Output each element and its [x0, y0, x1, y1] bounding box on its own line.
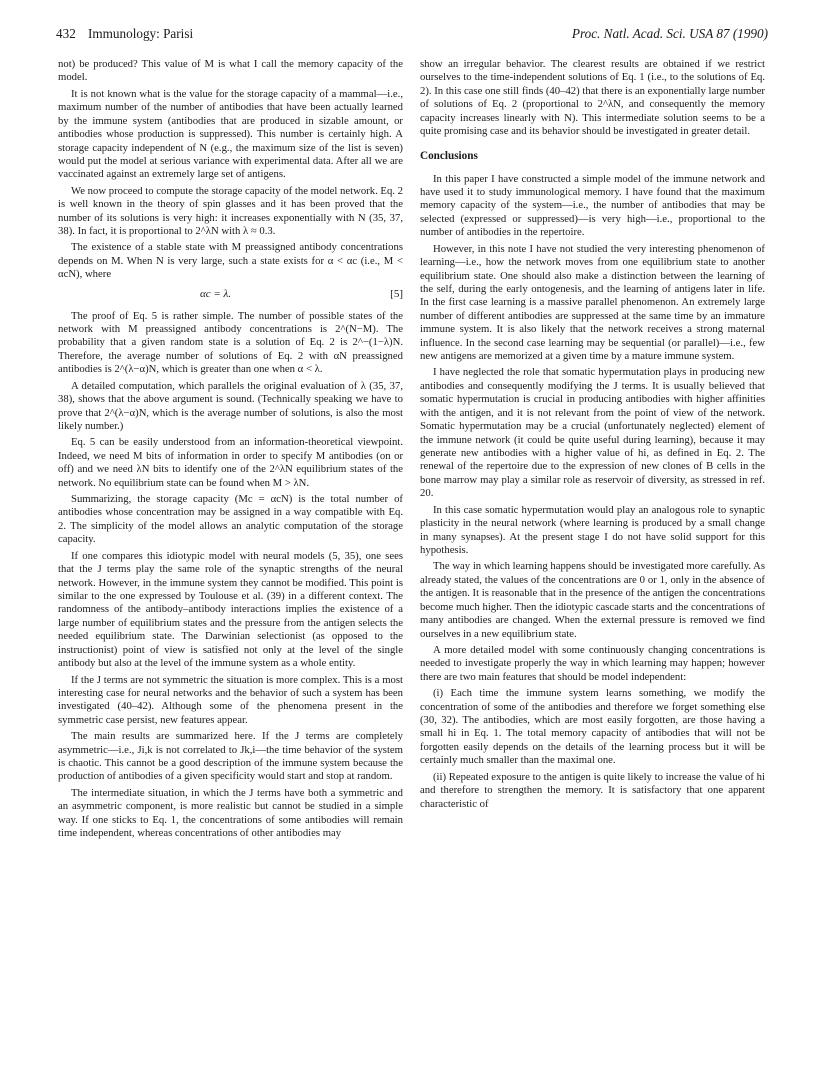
- paragraph: It is not known what is the value for the storage capacity of a mammal—i.e., maximum number of the number of antibodies that have been actually learned by the immune system (antibodies that are produced in sizable amount, or antibodies whose production is suppressed). This number is certainly high. A storage capacity independent of N (e.g., the maximum size of the list is seven) would put the model at serious variance with experimental data. After all we are vaccinated against an extremely large set of antigens.: [58, 87, 403, 181]
- paragraph: A more detailed model with some continuously changing concentrations is needed to investigate properly the way in which learning may happen; however there are two main features that should be model independent:: [420, 643, 765, 683]
- paragraph: In this case somatic hypermutation would play an analogous role to synaptic plasticity in the neural network (where learning is produced by a small change in many synapses). At the present stage I do not have solid support for this hypothesis.: [420, 503, 765, 556]
- running-header: [56, 26, 768, 42]
- section-heading-conclusions: Conclusions: [420, 149, 478, 162]
- journal-section: Immunology: Parisi: [88, 26, 194, 41]
- paragraph: The way in which learning happens should be investigated more carefully. As already stated, the values of the concentrations are 0 or 1, only in the absence of the antigen. It is reasonable that in the presence of the antigen the concentrations become much higher. Then the idiotypic cascade starts and the concentrations of many antibodies are changed. When the external pressure is removed we find ourselves in a new equilibrium state.: [420, 560, 765, 640]
- paragraph: We now proceed to compute the storage capacity of the model network. Eq. 2 is well known in the theory of spin glasses and it has been proved that the number of its solutions is very high: it increases exponentially with N (35, 37, 38). In fact, it is proportional to 2^λN with λ ≈ 0.3.: [58, 184, 403, 238]
- paragraph: The main results are summarized here. If the J terms are completely asymmetric—i.e., Ji,k is not correlated to Jk,i—the time behavior of the system is chaotic. This cannot be a good description of the immune system because the production of antibodies of a given specificity would start and stop at random.: [58, 730, 403, 783]
- paragraph: A detailed computation, which parallels the original evaluation of λ (35, 37, 38), shows that the above argument is sound. (Technically speaking we have to prove that 2^(λ−α)N, which is the average number of solutions, is also the most likely number.): [58, 379, 403, 432]
- paragraph: not) be produced? This value of M is what I call the memory capacity of the model.: [58, 58, 403, 84]
- equation-5: [58, 288, 403, 302]
- paragraph: The existence of a stable state with M preassigned antibody concentrations depends on M. When N is very large, such a state exists for α < αc (i.e., M < αcN), where: [58, 241, 403, 281]
- paragraph: However, in this note I have not studied the very interesting phenomenon of learning—i.e., how the network moves from one equilibrium state to another equilibrium state. One should also make a distinction between the learning of the self, during the early ontogenesis, and the learning of antigens later in life. In the first case learning is a massive parallel phenomenon. An extremely large number of different antibodies are suppressed at the same time by an immature immune system. It is also likely that the network receives a strong maternal influence. In the second case learning may be sequential (or parallel)—i.e., few new antigens are memorized at a given time by a mature immune system.: [420, 242, 765, 363]
- paragraph: If the J terms are not symmetric the situation is more complex. This is a most interesting case for neural networks and the behavior of such a system has been investigated (40–42). Although some of the phenomena present in the symmetric case persist, new features appear.: [58, 673, 403, 726]
- paragraph: (i) Each time the immune system learns something, we modify the concentration of some of the antibodies and therefore we forget something else (30, 32). The antibodies, which are most easily forgotten, are those having a small hi in Eq. 1. The total memory capacity of antibodies that will not be forgotten easily depends on the details of the learning process but it will be certainly much smaller than the maximal one.: [420, 687, 765, 767]
- right-column: [420, 58, 765, 814]
- paragraph: The proof of Eq. 5 is rather simple. The number of possible states of the network with M preassigned antibody concentrations is 2^(N−M). The probability that a given random state is a solution of Eq. 2 is 2^−(1−λ)N. Therefore, the average number of solutions of Eq. 2 with αN preassigned antibodies is 2^(λ−α)N, which is greater than one when α < λ.: [58, 309, 403, 376]
- paragraph: Summarizing, the storage capacity (Mc = αcN) is the total number of antibodies whose concentration may be assigned in a way compatible with Eq. 2. The simplicity of the model allows an analytic computation of the storage capacity.: [58, 493, 403, 546]
- paragraph: If one compares this idiotypic model with neural models (5, 35), one sees that the J terms play the same role of the synaptic strengths of the neural network. However, in the immune system they cannot be modified. This point is similar to the one expressed by Toulouse et al. (39) in a different context. The randomness of the antibody–antibody interactions implies the existence of a large number of equilibrium states and the pressure from the antigen selects the needed equilibrium state. The Darwinian selectionist (as opposed to the instructionist) point of view is satisfied not only at the level of the single antibody but also at the level of the immune system as a whole entity.: [58, 549, 403, 670]
- paragraph: (ii) Repeated exposure to the antigen is quite likely to increase the value of hi and therefore to strengthen the memory. It is satisfactory that one apparent characteristic of: [420, 770, 765, 810]
- journal-reference: Proc. Natl. Acad. Sci. USA 87 (1990): [571, 26, 768, 41]
- left-column: [58, 58, 403, 844]
- paragraph: show an irregular behavior. The clearest results are obtained if we restrict ourselves to the time-independent solutions of Eq. 1 (i.e., to the solutions of Eq. 2). In this case one still finds (40–42) that there is an exponentially large number of solutions of Eq. 2 (proportional to 2^λN, and consequently the memory capacity increases linearly with N). This intermediate solution seems to be a quite promising case and its behavior should be investigated in greater detail.: [420, 58, 765, 138]
- paragraph: The intermediate situation, in which the J terms have both a symmetric and an asymmetric component, is more realistic but cannot be studied in a simple way. If one sticks to Eq. 1, the concentrations of some antibodies will remain time independent, whereas concentrations of other antibodies may: [58, 786, 403, 840]
- page-number: 432: [56, 26, 76, 41]
- equation-text: αc = λ.: [199, 287, 232, 300]
- paragraph: In this paper I have constructed a simple model of the immune network and have used it to study immunological memory. I have found that the maximum memory capacity of the system—i.e., the number of antibodies that may be selected (expressed or suppressed)—is very high—i.e., proportional to the number of antibodies in the repertoire.: [420, 172, 765, 239]
- paragraph: Eq. 5 can be easily understood from an information-theoretical viewpoint. Indeed, we need M bits of information in order to specify M antibodies (on or off) and we need λN bits to identify one of the 2^λN equilibrium states of the network. No equilibrium state can be found when M > λN.: [58, 436, 403, 489]
- paragraph: I have neglected the role that somatic hypermutation plays in producing new antibodies and consequently modifying the J terms. It is usually believed that somatic hypermutation is crucial in producing antibodies with higher affinities with the antigen, and it is not relevant from the point of view of the network. Somatic hypermutation may be a crucial (unfortunately neglected) element of the immune network (it could be quite useful during learning), because it may generate new antibodies with a higher value of hi, as defined in Eq. 2. The renewal of the repertoire due to the expression of new clones of B cells in the bone marrow may play a similar role as reservoir of diversity, as stressed in ref. 20.: [420, 366, 765, 500]
- equation-number: [5]: [390, 287, 403, 300]
